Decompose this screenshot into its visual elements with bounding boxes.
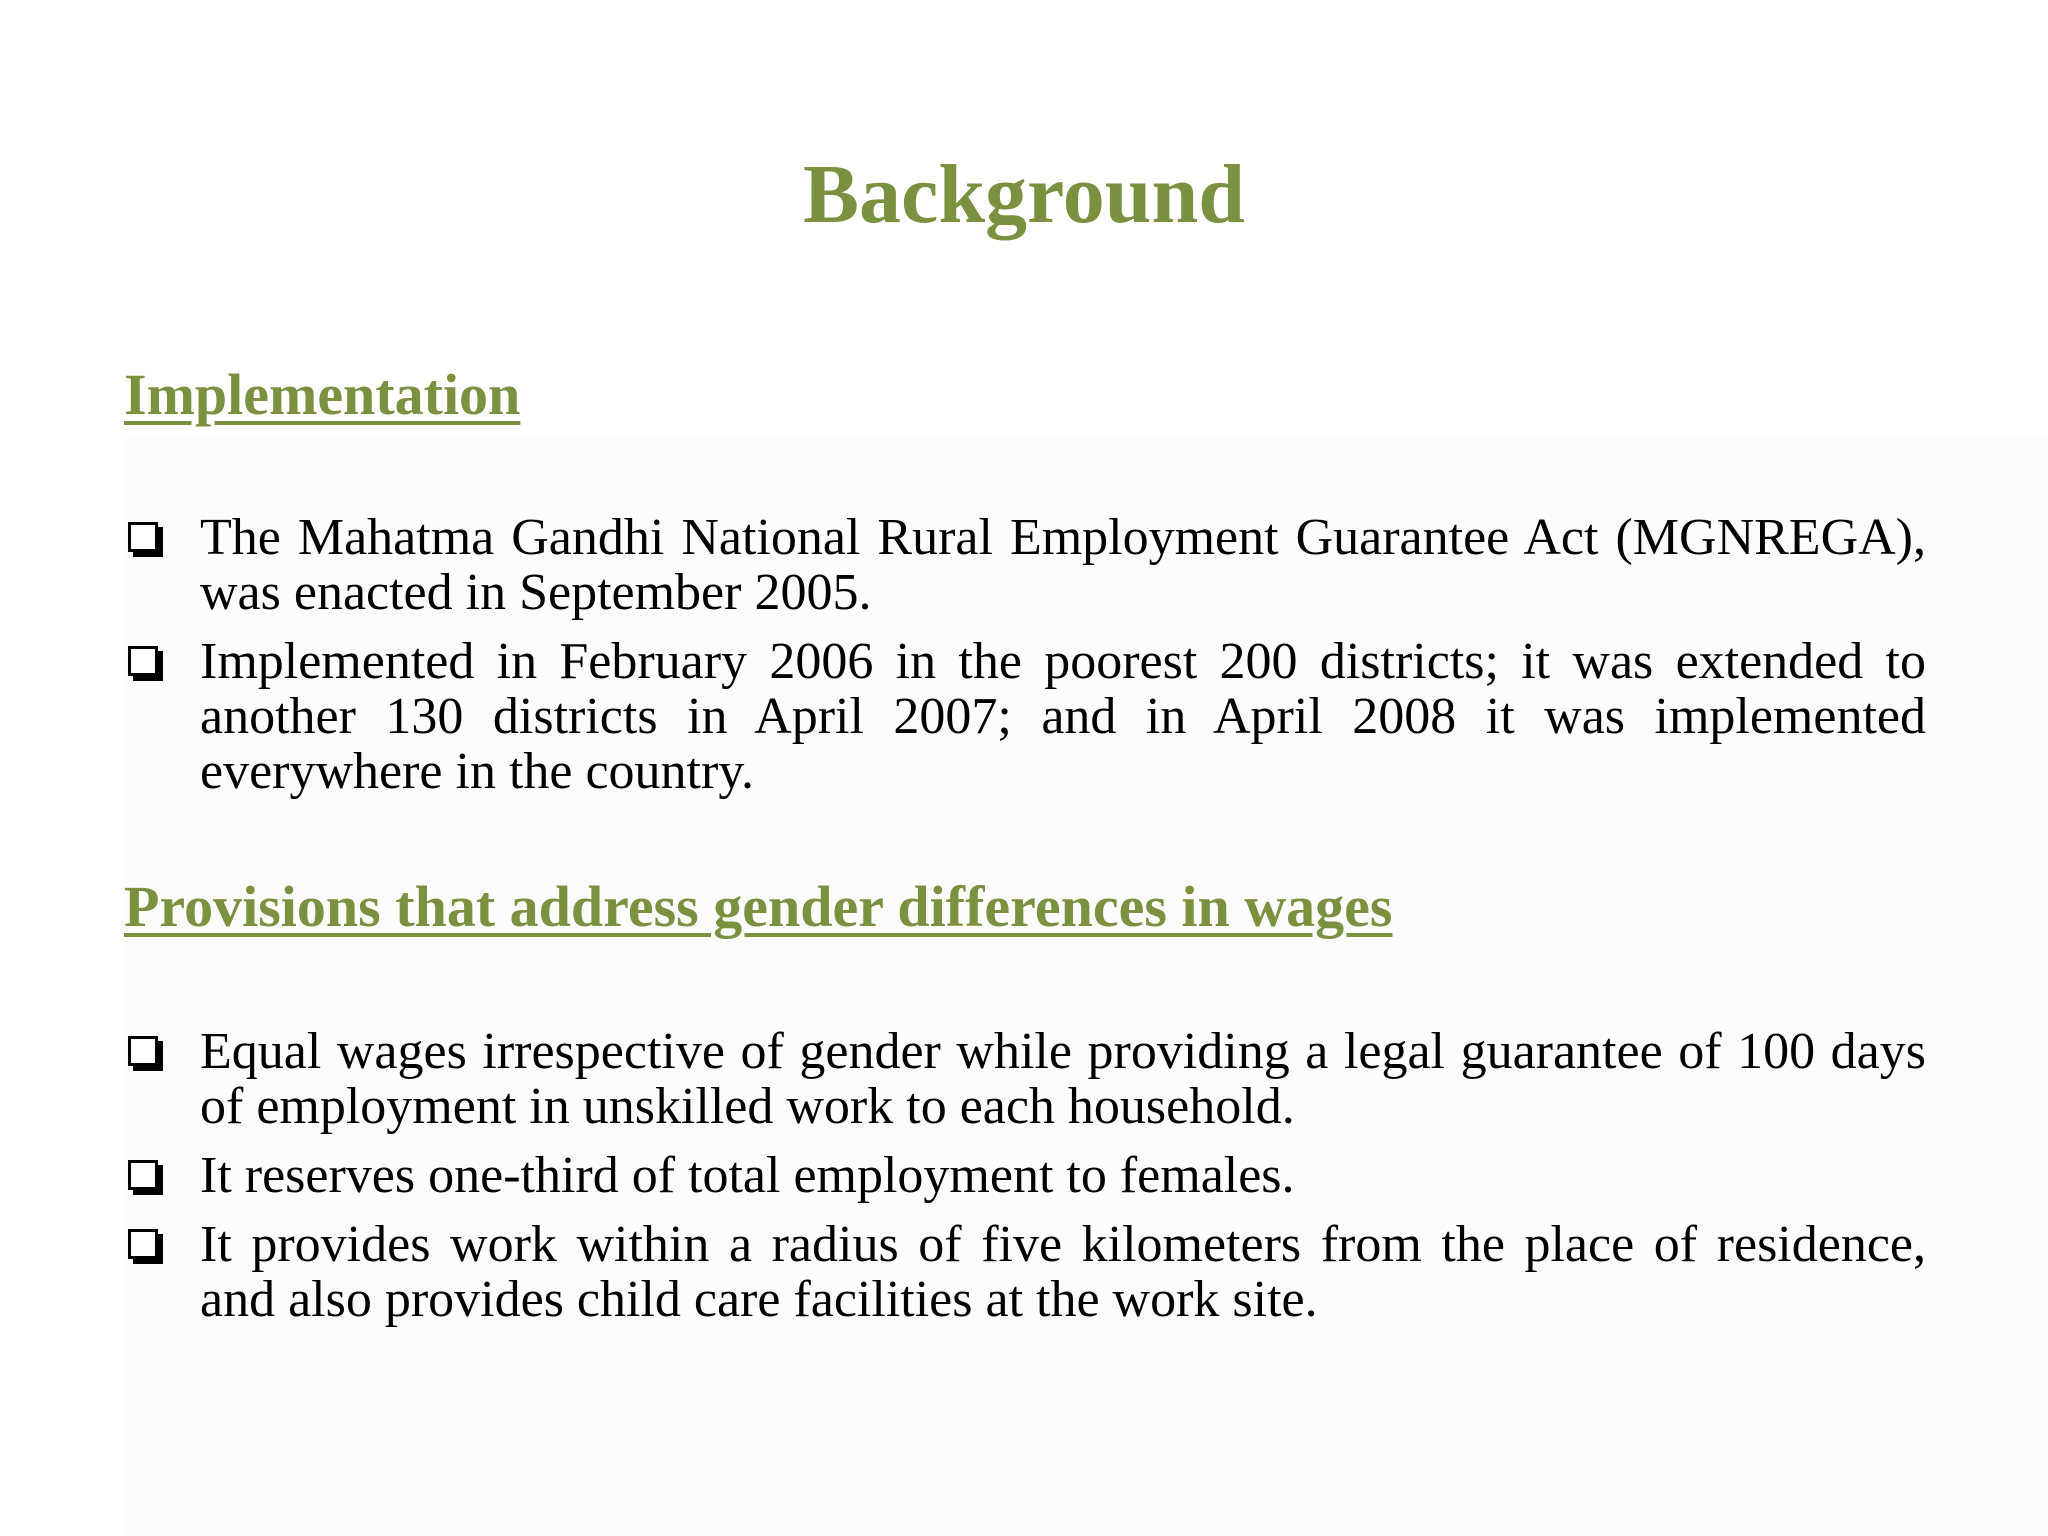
provisions-bullet-list bbox=[124, 1024, 1926, 1341]
checkbox-square-icon bbox=[128, 1229, 158, 1259]
section-heading-provisions: Provisions that address gender differences in wages bbox=[124, 874, 1393, 939]
bullet-text: It reserves one-third of total employment to females. bbox=[200, 1147, 1295, 1204]
bullet-item bbox=[124, 1148, 1926, 1203]
bullet-text: Equal wages irrespective of gender while providing a legal guarantee of 100 days of employment in unskilled work to each household. bbox=[200, 1023, 1926, 1135]
checkbox-square-icon bbox=[128, 1036, 158, 1066]
bullet-text: It provides work within a radius of five kilometers from the place of residence, and also provides child care facilities at the work site. bbox=[200, 1216, 1926, 1328]
bullet-item bbox=[124, 1024, 1926, 1134]
bullet-text: The Mahatma Gandhi National Rural Employment Guarantee Act (MGNREGA), was enacted in September 2005. bbox=[200, 509, 1926, 621]
checkbox-square-icon bbox=[128, 1160, 158, 1190]
bullet-item bbox=[124, 510, 1926, 620]
bullet-text: Implemented in February 2006 in the poorest 200 districts; it was extended to another 130 districts in April 2007; and in April 2008 it was implemented everywhere in the country. bbox=[200, 633, 1926, 800]
slide-title: Background bbox=[803, 148, 1245, 241]
implementation-bullet-list bbox=[124, 510, 1926, 813]
section-heading-implementation: Implementation bbox=[124, 362, 521, 427]
checkbox-square-icon bbox=[128, 522, 158, 552]
bullet-item bbox=[124, 634, 1926, 799]
bullet-item bbox=[124, 1217, 1926, 1327]
checkbox-square-icon bbox=[128, 646, 158, 676]
